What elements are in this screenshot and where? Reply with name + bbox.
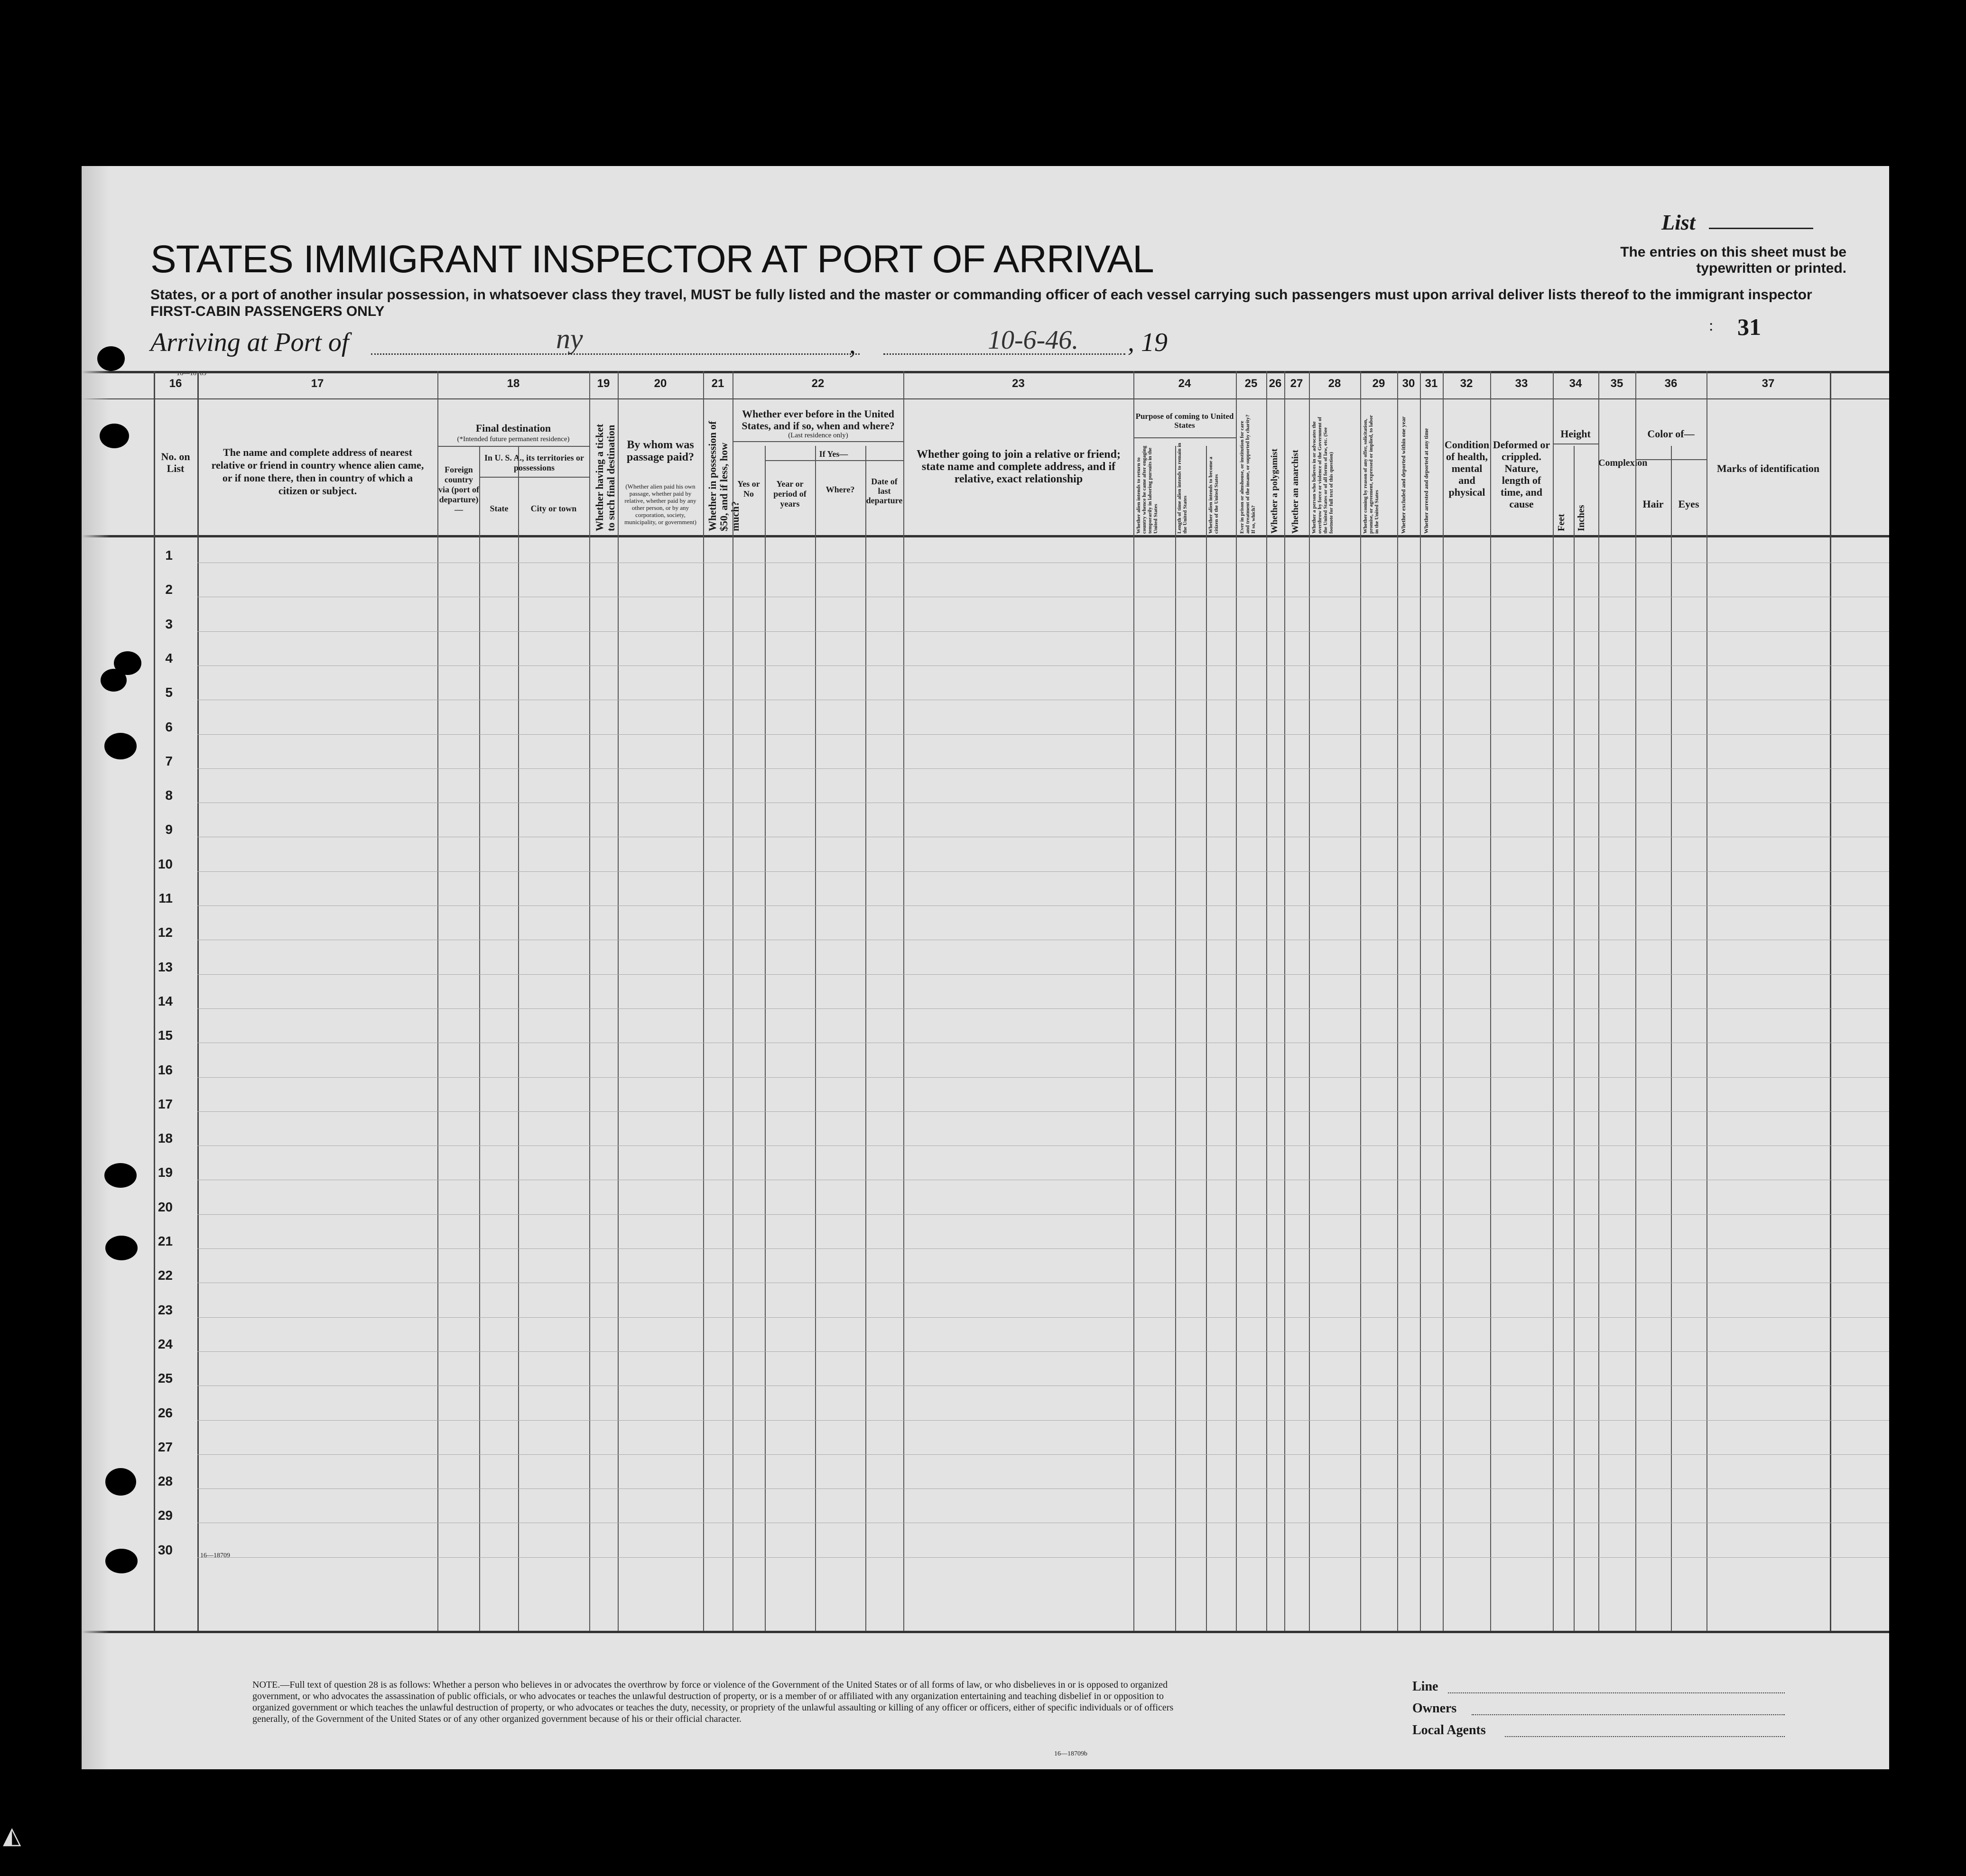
row-number: 30 bbox=[158, 1542, 173, 1557]
punch-hole bbox=[105, 1236, 138, 1260]
footnote-form-code: 16—18709b bbox=[1054, 1750, 1087, 1757]
colnum-16: 16 bbox=[169, 377, 182, 390]
column-rule bbox=[1133, 371, 1134, 1631]
row-number: 7 bbox=[165, 753, 173, 768]
col30-heading: Whether excluded and deported within one year bbox=[1400, 416, 1407, 534]
colnum-33: 33 bbox=[1515, 377, 1528, 390]
column-rule bbox=[1490, 371, 1491, 1631]
row-rule bbox=[197, 665, 1889, 666]
col22-heading: Whether ever before in the United States, and if so, when and where? bbox=[742, 408, 895, 432]
column-rule bbox=[1635, 371, 1636, 1631]
column-rule bbox=[1360, 371, 1361, 1631]
column-rule bbox=[765, 446, 766, 1631]
column-rule bbox=[518, 446, 519, 1631]
punch-hole bbox=[97, 346, 125, 371]
column-rule bbox=[1671, 446, 1672, 1631]
row-number: 1 bbox=[165, 548, 173, 563]
column-rule bbox=[1236, 371, 1237, 1631]
row-number: 23 bbox=[158, 1302, 173, 1317]
column-rule bbox=[1598, 371, 1599, 1631]
col18-city-heading: City or town bbox=[530, 504, 577, 513]
local-agents-label: Local Agents bbox=[1412, 1723, 1486, 1737]
col24-heading: Purpose of coming to United States bbox=[1135, 412, 1234, 430]
col18-usa-heading: In U. S. A., its territories or possessions bbox=[484, 453, 584, 472]
row-rule bbox=[197, 631, 1889, 632]
punch-hole bbox=[100, 424, 129, 448]
col24a-heading: Whether alien intends to return to country whence he came after engaging temporarily in laboring pursuits in the United States bbox=[1136, 445, 1159, 534]
row-rule bbox=[197, 1214, 1889, 1215]
list-blank bbox=[1709, 228, 1813, 229]
row-number: 12 bbox=[158, 925, 173, 940]
column-rule bbox=[1266, 371, 1267, 1631]
column-rule bbox=[1284, 371, 1285, 1631]
punch-hole bbox=[105, 1549, 138, 1573]
corner-mark: ◭ bbox=[3, 1821, 21, 1849]
line-label: Line bbox=[1412, 1679, 1438, 1694]
col18-usa-rule bbox=[480, 477, 589, 478]
colnum-22: 22 bbox=[811, 377, 825, 390]
column-rule bbox=[479, 446, 480, 1631]
colnum-19: 19 bbox=[597, 377, 610, 390]
colnum-26: 26 bbox=[1269, 377, 1282, 390]
row-rule bbox=[197, 1420, 1889, 1421]
col22-rule bbox=[733, 441, 903, 442]
col33-heading: Deformed or crippled. Nature, length of time, and cause bbox=[1493, 439, 1550, 510]
col29-heading: Whether coming by reason of any offer, solicitation, promise, or agreement, expressed or implied, to labor in the United States bbox=[1363, 415, 1380, 534]
row-number: 8 bbox=[165, 788, 173, 803]
col20-heading: By whom was passage paid? bbox=[626, 439, 695, 463]
col22-ifyes: If Yes— bbox=[819, 449, 848, 459]
form-code-top: 16—18709 bbox=[176, 370, 206, 377]
colnum-18: 18 bbox=[507, 377, 520, 390]
table-top-rule bbox=[82, 371, 1889, 373]
row-number: 11 bbox=[158, 891, 173, 906]
local-agents-blank bbox=[1505, 1736, 1785, 1737]
column-rule bbox=[197, 371, 199, 1631]
colnum-29: 29 bbox=[1372, 377, 1385, 390]
col21-heading: Whether in possession of $50, and if less, how much? bbox=[706, 421, 741, 531]
punch-hole bbox=[105, 1468, 136, 1496]
colnum-36: 36 bbox=[1664, 377, 1678, 390]
row-number: 18 bbox=[158, 1131, 173, 1146]
colnum-20: 20 bbox=[654, 377, 667, 390]
row-rule bbox=[197, 1351, 1889, 1352]
row-number: 27 bbox=[158, 1439, 173, 1454]
col25-heading: Ever in prison or almshouse, or institution for care and treatment of the insane, or supported by charity? If so, which? bbox=[1239, 414, 1256, 534]
colnum-35: 35 bbox=[1610, 377, 1623, 390]
row-number: 6 bbox=[165, 719, 173, 734]
row-number: 9 bbox=[165, 822, 173, 837]
arriving-label: Arriving at Port of bbox=[150, 328, 349, 357]
row-number: 5 bbox=[165, 685, 173, 700]
column-rule bbox=[1443, 371, 1444, 1631]
manifest-sheet bbox=[82, 166, 1889, 1769]
column-rule bbox=[1309, 371, 1310, 1631]
row-number: 29 bbox=[158, 1508, 173, 1523]
row-number: 4 bbox=[165, 650, 173, 665]
row-number: 21 bbox=[158, 1234, 173, 1248]
column-rule bbox=[437, 371, 438, 1631]
row-number: 14 bbox=[158, 993, 173, 1008]
col16-heading: No. on List bbox=[161, 451, 190, 474]
row-rule bbox=[197, 1008, 1889, 1009]
column-rule bbox=[1397, 371, 1398, 1631]
row-rule bbox=[197, 871, 1889, 872]
colnum-25: 25 bbox=[1244, 377, 1258, 390]
punch-hole bbox=[101, 669, 127, 692]
col36-heading: Color of— bbox=[1647, 428, 1695, 440]
col24-rule bbox=[1133, 437, 1236, 438]
sheet-edge-shadow bbox=[82, 166, 110, 1769]
row-number: 16 bbox=[158, 1062, 173, 1077]
column-rule bbox=[1420, 371, 1421, 1631]
column-rule bbox=[865, 446, 866, 1631]
port-blank bbox=[371, 353, 860, 355]
col18-rule bbox=[437, 446, 589, 447]
page-dots: : bbox=[1709, 317, 1714, 334]
column-rule bbox=[1830, 371, 1831, 1631]
port-comma: , bbox=[849, 330, 856, 360]
col22-date-heading: Date of last departure bbox=[866, 477, 903, 505]
row-number: 20 bbox=[158, 1199, 173, 1214]
col37-heading: Marks of identification bbox=[1716, 462, 1820, 474]
arrival-date: 10-6-46. bbox=[988, 325, 1079, 355]
colnum-34: 34 bbox=[1569, 377, 1582, 390]
colnum-31: 31 bbox=[1425, 377, 1438, 390]
colnum-28: 28 bbox=[1328, 377, 1341, 390]
row-number: 26 bbox=[158, 1405, 173, 1420]
col36-hair-heading: Hair bbox=[1642, 498, 1664, 510]
column-rule bbox=[1175, 446, 1176, 1631]
row-rule bbox=[197, 1111, 1889, 1112]
col22-yesno-heading: Yes or No bbox=[737, 479, 760, 499]
col28-heading: Whether a person who believes in or advocates the overthrow by force or violence of the Government of the United States or of all forms of law, etc. (See footnote for full text of this question) bbox=[1311, 416, 1334, 534]
column-rule bbox=[589, 371, 590, 1631]
row-number: 22 bbox=[158, 1268, 173, 1283]
column-rule bbox=[903, 371, 904, 1631]
col19-heading: Whether having a ticket to such final destination bbox=[594, 424, 617, 531]
table-form-code: 16—18709 bbox=[200, 1552, 230, 1559]
col22-where-heading: Where? bbox=[825, 485, 855, 494]
col22-ifyes-rule bbox=[765, 460, 903, 461]
col18-state-heading: State bbox=[490, 504, 509, 513]
list-label: List bbox=[1661, 210, 1696, 234]
footnote-text: NOTE.—Full text of question 28 is as follows: Whether a person who believes in or advocates the overthrow by force or violence of the Government of the United States or of all forms of law, or who disbelieves in or is opposed to organized government, or who advocates the assassination of public officials, or who advocates or teaches the unlawful destruction of property, or is a member of or affiliated with any organization entertaining and teaching disbelief in or opposition to organized government or which teaches the unlawful destruction of property, or who advocates or teaches the duty, necessity, or propriety of the unlawful assaulting or killing of any officer or officers, either of specific individuals or of officers generally, of the Government of the United States or of any other organized government because of his or their official character. bbox=[252, 1680, 1174, 1724]
col22-subheading: (Last residence only) bbox=[788, 432, 848, 439]
colnum-30: 30 bbox=[1402, 377, 1415, 390]
colnum-17: 17 bbox=[311, 377, 324, 390]
colnum-24: 24 bbox=[1178, 377, 1191, 390]
colnum-37: 37 bbox=[1762, 377, 1775, 390]
port-value: ny bbox=[556, 323, 583, 354]
row-number: 10 bbox=[158, 856, 173, 871]
table-bottom-rule bbox=[82, 1631, 1889, 1633]
row-rule bbox=[197, 1488, 1889, 1489]
punch-hole bbox=[104, 1163, 137, 1188]
colnum-21: 21 bbox=[711, 377, 724, 390]
column-rule bbox=[1574, 446, 1575, 1631]
col24c-heading: Whether alien intends to become a citizen of the United States bbox=[1208, 456, 1219, 534]
column-rule bbox=[1553, 371, 1554, 1631]
col18-heading: Final destination bbox=[475, 422, 551, 434]
page-title: STATES IMMIGRANT INSPECTOR AT PORT OF ARRIVAL bbox=[150, 238, 1154, 281]
column-rule bbox=[618, 371, 619, 1631]
page-number: 31 bbox=[1737, 314, 1761, 340]
row-rule bbox=[197, 734, 1889, 735]
col32-heading: Condition of health, mental and physical bbox=[1444, 439, 1490, 498]
row-rule bbox=[197, 1077, 1889, 1078]
colnum-rule bbox=[82, 398, 1889, 399]
row-number: 3 bbox=[165, 616, 173, 631]
col31-heading: Whether arrested and deported at any time bbox=[1423, 428, 1429, 534]
header-bottom-rule bbox=[82, 535, 1889, 537]
col24b-heading: Length of time alien intends to remain in the United States bbox=[1177, 443, 1188, 534]
col26-heading: Whether a polygamist bbox=[1270, 448, 1280, 534]
col34-heading: Height bbox=[1560, 428, 1591, 440]
colnum-27: 27 bbox=[1290, 377, 1303, 390]
row-number: 25 bbox=[158, 1371, 173, 1386]
column-rule bbox=[815, 446, 816, 1631]
year-label: , 19 bbox=[1128, 328, 1168, 357]
col17-heading: The name and complete address of nearest relative or friend in country whence alien came, or if none there, then in country of which a citizen or subject. bbox=[211, 446, 424, 497]
column-rule bbox=[1206, 446, 1207, 1631]
col35-heading: Complexion bbox=[1598, 458, 1648, 468]
row-rule bbox=[197, 1454, 1889, 1455]
colnum-32: 32 bbox=[1460, 377, 1473, 390]
row-number: 28 bbox=[158, 1474, 173, 1489]
col27-heading: Whether an anarchist bbox=[1290, 450, 1300, 534]
colnum-23: 23 bbox=[1012, 377, 1025, 390]
row-number: 2 bbox=[165, 582, 173, 597]
row-rule bbox=[197, 1317, 1889, 1318]
row-number: 19 bbox=[158, 1165, 173, 1180]
row-number: 24 bbox=[158, 1336, 173, 1351]
cabin-class-text: FIRST-CABIN PASSENGERS ONLY bbox=[150, 304, 385, 319]
col34-feet-heading: Feet bbox=[1556, 514, 1567, 531]
col23-heading: Whether going to join a relative or friend; state name and complete address, and if relative, exact relationship bbox=[917, 448, 1121, 485]
typewritten-note: The entries on this sheet must be typewritten or printed. bbox=[1620, 244, 1846, 276]
owners-label: Owners bbox=[1412, 1701, 1457, 1716]
col18-foreign-heading: Foreign country via (port of departure)— bbox=[438, 465, 479, 514]
column-rule bbox=[703, 371, 704, 1631]
col36-eyes-heading: Eyes bbox=[1678, 498, 1699, 510]
row-number: 15 bbox=[158, 1028, 173, 1043]
row-rule bbox=[197, 1557, 1889, 1558]
row-rule bbox=[197, 768, 1889, 769]
column-rule bbox=[1706, 371, 1707, 1631]
owners-blank bbox=[1472, 1714, 1785, 1715]
row-rule bbox=[197, 1248, 1889, 1249]
col22-year-heading: Year or period of years bbox=[773, 479, 807, 508]
instruction-text: States, or a port of another insular possession, in whatsoever class they travel, MUST be fully listed and the master or commanding officer of each vessel carrying such passengers must upon arrival deliver lists thereof to the immigrant inspector bbox=[150, 287, 1812, 303]
col34-inches-heading: Inches bbox=[1576, 505, 1586, 531]
row-number: 13 bbox=[158, 959, 173, 974]
line-blank bbox=[1448, 1692, 1785, 1693]
col20-subheading: (Whether alien paid his own passage, whether paid by relative, whether paid by any other person, or by any corporation, society, municipality, or government) bbox=[624, 483, 696, 526]
row-number: 17 bbox=[158, 1096, 173, 1111]
punch-hole bbox=[104, 733, 137, 759]
col18-subheading: (*Intended future permanent residence) bbox=[457, 435, 570, 443]
row-rule bbox=[197, 974, 1889, 975]
